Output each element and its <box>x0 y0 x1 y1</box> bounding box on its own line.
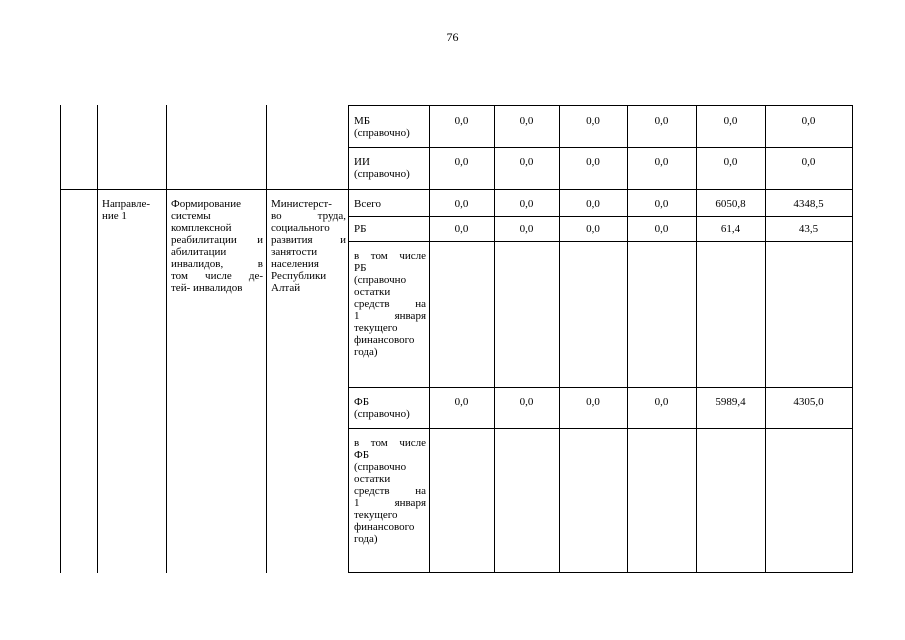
table-cell: 0,0 <box>654 223 669 235</box>
table-cell: 0,0 <box>519 115 534 127</box>
table-border-line <box>348 216 853 217</box>
row-label-fb: ФБ (справочно) <box>354 396 410 420</box>
table-border-line <box>348 147 853 148</box>
table-cell: 0,0 <box>723 156 738 168</box>
table-border-line <box>60 105 61 573</box>
direction-cell: Направле- ние 1 <box>102 198 151 222</box>
goal-cell: Формирование системы комплексной реабилитации и абилитации инвалидов, в том числе де- тей- инвалидов <box>171 198 263 294</box>
table-border-line <box>559 105 560 573</box>
table-cell: 0,0 <box>586 115 600 127</box>
table-border-line <box>494 105 495 573</box>
row-label-fb-remainder: в том числе ФБ (справочно остатки средств на 1 января текущего финансового года) <box>354 437 426 545</box>
table-cell: 0,0 <box>586 396 600 408</box>
page-number: 76 <box>446 30 459 44</box>
budget-table <box>60 105 853 573</box>
table-border-line <box>852 105 853 573</box>
table-cell: 0,0 <box>519 198 534 210</box>
table-border-line <box>166 105 167 573</box>
table-border-line <box>765 105 766 573</box>
executor-cell: Министерст- во труда, социального развития и занятости населения Республики Алтай <box>271 198 346 294</box>
table-cell: 0,0 <box>454 223 469 235</box>
table-cell: 4305,0 <box>793 396 824 408</box>
table-cell: 43,5 <box>798 223 819 235</box>
table-border-line <box>348 241 853 242</box>
table-border-line <box>348 105 349 573</box>
table-cell: 0,0 <box>586 198 600 210</box>
table-cell: 61,4 <box>720 223 741 235</box>
table-cell: 0,0 <box>519 223 534 235</box>
row-label-mb: МБ (справочно) <box>354 115 410 139</box>
table-cell: 0,0 <box>454 198 469 210</box>
table-cell: 0,0 <box>454 396 469 408</box>
table-border-line <box>266 105 267 573</box>
table-cell: 5989,4 <box>715 396 746 408</box>
table-border-line <box>429 105 430 573</box>
table-cell: 0,0 <box>586 156 600 168</box>
table-border-line <box>348 105 853 106</box>
table-cell: 0,0 <box>586 223 600 235</box>
table-border-line <box>627 105 628 573</box>
table-cell: 0,0 <box>519 396 534 408</box>
table-border-line <box>60 189 853 190</box>
row-label-rb-remainder: в том числе РБ (справочно остатки средств на 1 января текущего финансового года) <box>354 250 426 358</box>
table-cell: 0,0 <box>654 198 669 210</box>
table-cell: 4348,5 <box>793 198 824 210</box>
table-cell: 0,0 <box>654 115 669 127</box>
table-border-line <box>348 387 853 388</box>
table-cell: 0,0 <box>519 156 534 168</box>
row-label-ii: ИИ (справочно) <box>354 156 410 180</box>
table-border-line <box>696 105 697 573</box>
table-cell: 0,0 <box>654 396 669 408</box>
table-cell: 0,0 <box>454 156 469 168</box>
table-cell: 0,0 <box>801 115 816 127</box>
table-border-line <box>348 428 853 429</box>
table-border-line <box>97 105 98 573</box>
table-cell: 0,0 <box>723 115 738 127</box>
table-cell: 6050,8 <box>715 198 746 210</box>
table-cell: 0,0 <box>801 156 816 168</box>
table-cell: 0,0 <box>454 115 469 127</box>
row-label-vsego: Всего <box>354 198 381 210</box>
table-cell: 0,0 <box>654 156 669 168</box>
row-label-rb: РБ <box>354 223 367 235</box>
table-border-line <box>348 572 853 573</box>
